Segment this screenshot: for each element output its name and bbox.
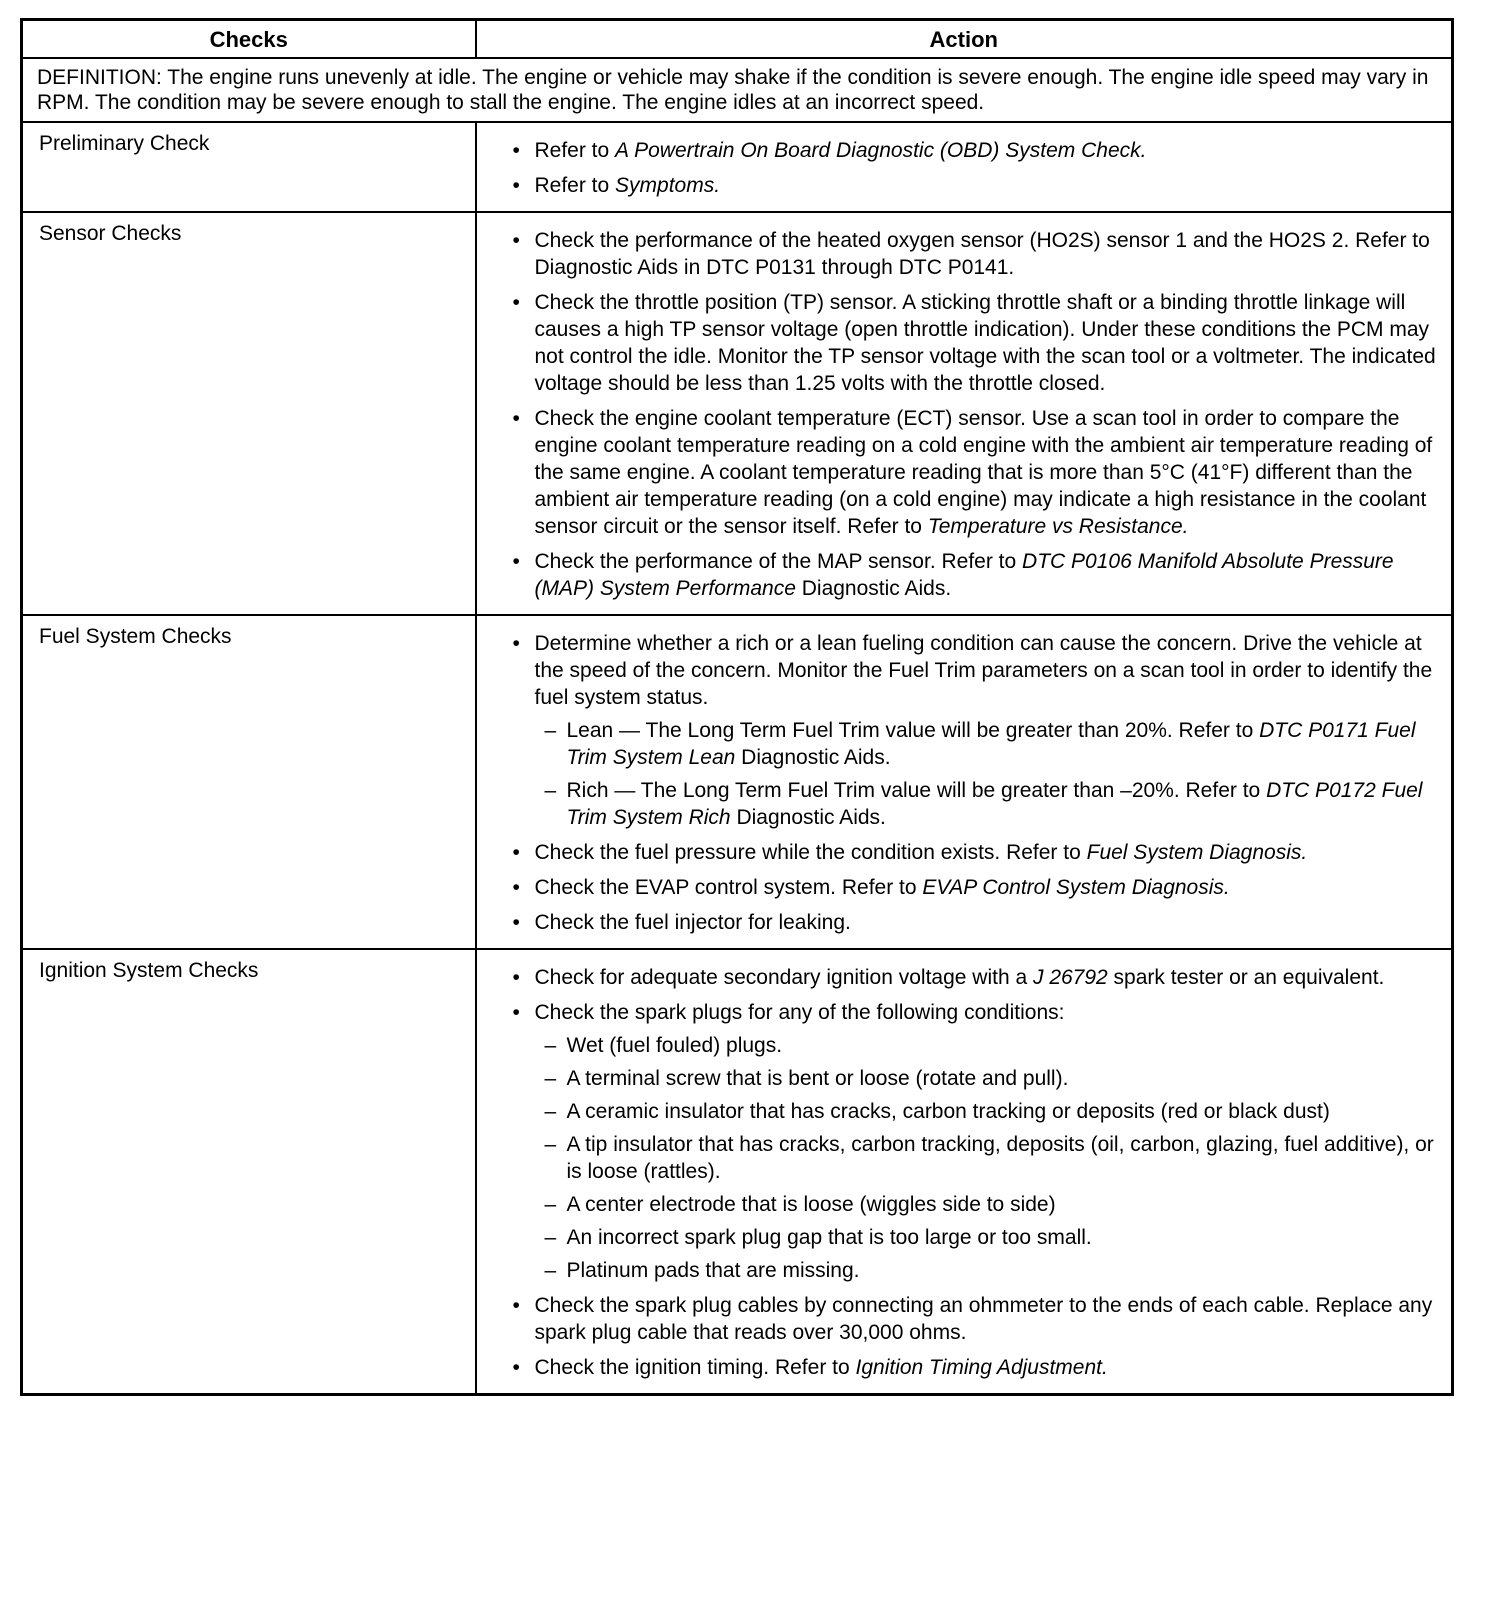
definition-row xyxy=(22,58,1453,122)
action-cell xyxy=(476,615,1453,949)
item-text: Wet (fuel fouled) plugs. xyxy=(566,1034,783,1057)
action-cell xyxy=(476,949,1453,1395)
sub-action-item xyxy=(535,1191,1440,1218)
item-text-continued: Diagnostic Aids. xyxy=(795,577,952,600)
action-item xyxy=(513,839,1440,866)
action-item xyxy=(513,227,1440,281)
item-text: Refer to xyxy=(534,174,616,197)
action-list xyxy=(513,630,1440,936)
reference-title: DTC P0172 Fuel Trim System Rich xyxy=(566,779,1423,829)
sub-action-item xyxy=(535,1065,1440,1092)
definition-text: DEFINITION: The engine runs unevenly at idle. The engine or vehicle may shake if the condition is severe enough. The engine idle speed may vary in RPM. The condition may be severe enough to stall the engine. The engine idles at an incorrect speed. xyxy=(22,58,1453,122)
item-text: A center electrode that is loose (wiggles side to side) xyxy=(566,1193,1056,1216)
item-text: An incorrect spark plug gap that is too large or too small. xyxy=(566,1226,1092,1249)
item-text: Check the throttle position (TP) sensor. A sticking throttle shaft or a binding throttle linkage will causes a high TP sensor voltage (open throttle indication). Under these conditions the PCM may not control the idle. Monitor the TP sensor voltage with the scan tool or a voltmeter. The indicated voltage should be less than 1.25 volts with the throttle closed. xyxy=(534,291,1436,395)
action-column-header: Action xyxy=(476,20,1453,59)
check-row xyxy=(22,212,1453,615)
check-name: Ignition System Checks xyxy=(22,949,476,1395)
item-text: Check the fuel pressure while the condition exists. Refer to xyxy=(534,841,1087,864)
reference-title: EVAP Control System Diagnosis. xyxy=(922,876,1230,899)
item-text: A ceramic insulator that has cracks, carbon tracking or deposits (red or black dust) xyxy=(566,1100,1330,1123)
item-text-continued: Diagnostic Aids. xyxy=(735,746,891,769)
sub-action-list xyxy=(535,1032,1440,1284)
item-text: Check the spark plug cables by connecting an ohmmeter to the ends of each cable. Replace any spark plug cable that reads over 30,000 ohms. xyxy=(534,1294,1433,1344)
sub-action-item xyxy=(535,1257,1440,1284)
action-item xyxy=(513,1354,1440,1381)
reference-title: DTC P0106 Manifold Absolute Pressure (MAP) System Performance xyxy=(534,550,1394,600)
item-text: Lean — The Long Term Fuel Trim value will be greater than 20%. Refer to xyxy=(566,719,1260,742)
item-text: Check the performance of the heated oxygen sensor (HO2S) sensor 1 and the HO2S 2. Refer to Diagnostic Aids in DTC P0131 through DTC P0141. xyxy=(534,229,1430,279)
reference-title: A Powertrain On Board Diagnostic (OBD) System Check. xyxy=(615,139,1147,162)
action-item xyxy=(513,137,1440,164)
reference-title: J 26792 xyxy=(1032,966,1108,989)
action-item xyxy=(513,630,1440,831)
item-text: Check the EVAP control system. Refer to xyxy=(534,876,923,899)
item-text: Check for adequate secondary ignition voltage with a xyxy=(534,966,1033,989)
sub-action-item xyxy=(535,777,1440,831)
reference-title: Ignition Timing Adjustment. xyxy=(855,1356,1108,1379)
action-list xyxy=(513,137,1440,199)
header-row xyxy=(22,20,1453,59)
item-text: Check the spark plugs for any of the following conditions: xyxy=(534,1001,1065,1024)
item-text: Check the engine coolant temperature (ECT) sensor. Use a scan tool in order to compare the engine coolant temperature reading on a cold engine with the ambient air temperature reading of the same engine. A coolant temperature reading that is more than 5°C (41°F) different than the ambient air temperature reading (on a cold engine) may indicate a high resistance in the coolant sensor circuit or the sensor itself. Refer to xyxy=(534,407,1433,538)
check-name: Preliminary Check xyxy=(22,122,476,212)
reference-title: Temperature vs Resistance. xyxy=(927,515,1189,538)
item-text: Rich — The Long Term Fuel Trim value will be greater than –20%. Refer to xyxy=(566,779,1267,802)
check-name: Fuel System Checks xyxy=(22,615,476,949)
action-item xyxy=(513,405,1440,540)
action-item xyxy=(513,172,1440,199)
sub-action-item xyxy=(535,1131,1440,1185)
sub-action-item xyxy=(535,717,1440,771)
sub-action-item xyxy=(535,1032,1440,1059)
check-name: Sensor Checks xyxy=(22,212,476,615)
action-item xyxy=(513,999,1440,1284)
item-text: Check the ignition timing. Refer to xyxy=(534,1356,856,1379)
action-list xyxy=(513,964,1440,1381)
item-text: A tip insulator that has cracks, carbon tracking, deposits (oil, carbon, glazing, fuel additive), or is loose (rattles). xyxy=(566,1133,1434,1183)
item-text: A terminal screw that is bent or loose (rotate and pull). xyxy=(566,1067,1069,1090)
item-text: Check the performance of the MAP sensor. Refer to xyxy=(534,550,1023,573)
diagnostic-document xyxy=(20,18,1454,1396)
reference-title: Symptoms. xyxy=(615,174,721,197)
check-row xyxy=(22,949,1453,1395)
action-item xyxy=(513,289,1440,397)
item-text-continued: Diagnostic Aids. xyxy=(730,806,886,829)
checks-column-header: Checks xyxy=(22,20,476,59)
action-list xyxy=(513,227,1440,602)
action-item xyxy=(513,548,1440,602)
action-item xyxy=(513,964,1440,991)
sub-action-item xyxy=(535,1098,1440,1125)
check-row xyxy=(22,615,1453,949)
item-text: Platinum pads that are missing. xyxy=(566,1259,860,1282)
item-text: Determine whether a rich or a lean fueling condition can cause the concern. Drive the vehicle at the speed of the concern. Monitor the Fuel Trim parameters on a scan tool in order to identify the fuel system status. xyxy=(534,632,1433,709)
action-cell xyxy=(476,212,1453,615)
sub-action-item xyxy=(535,1224,1440,1251)
item-text-continued: spark tester or an equivalent. xyxy=(1107,966,1385,989)
reference-title: DTC P0171 Fuel Trim System Lean xyxy=(566,719,1416,769)
action-item xyxy=(513,909,1440,936)
rough-idle-checks-table xyxy=(20,18,1454,1396)
check-row xyxy=(22,122,1453,212)
item-text: Check the fuel injector for leaking. xyxy=(534,911,851,934)
action-item xyxy=(513,1292,1440,1346)
sub-action-list xyxy=(535,717,1440,831)
item-text: Refer to xyxy=(534,139,616,162)
reference-title: Fuel System Diagnosis. xyxy=(1086,841,1308,864)
action-item xyxy=(513,874,1440,901)
action-cell xyxy=(476,122,1453,212)
